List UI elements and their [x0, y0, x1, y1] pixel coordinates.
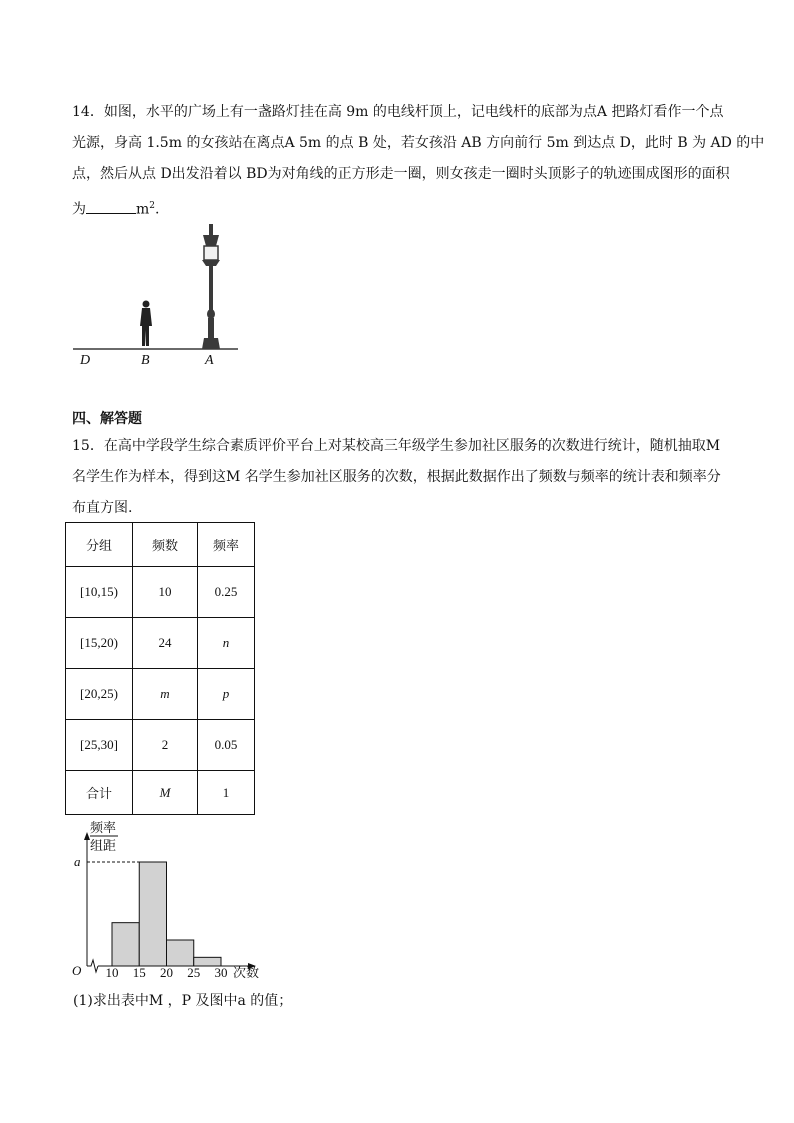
q14-unit-sup: 2: [149, 201, 156, 211]
x-label: 次数: [233, 966, 260, 981]
q15-line-3: 布直方图.: [72, 500, 133, 516]
x-tick-label: 15: [132, 965, 146, 980]
table-cell: 1: [198, 771, 255, 815]
histogram-bar: [112, 923, 139, 966]
table-cell: 合计: [66, 771, 133, 815]
x-tick-label: 20: [160, 965, 173, 980]
q14-line-1: 14．如图，水平的广场上有一盏路灯挂在高 9m 的电线杆顶上，记电线杆的底部为点A 把路灯看作一个点: [72, 104, 724, 120]
table-cell: p: [198, 669, 255, 720]
table-cell: [25,30]: [66, 720, 133, 771]
table-header: 频率: [198, 523, 255, 567]
table-cell: 2: [133, 720, 198, 771]
x-tick-label: 10: [105, 965, 119, 980]
q15-subquestion-1: (1)求出表中M ，P 及图中a 的值；: [73, 993, 293, 1009]
table-header: 频数: [133, 523, 198, 567]
table-cell: 24: [133, 618, 198, 669]
label-D: D: [80, 353, 91, 368]
label-A: A: [205, 353, 214, 368]
x-axis-break: [87, 960, 98, 972]
q14-unit: m: [136, 201, 150, 218]
y-label-top: 频率: [90, 821, 117, 836]
table-header: 分组: [66, 523, 133, 567]
x-tick-label: 30: [214, 965, 228, 980]
y-label-bottom: 组距: [90, 839, 117, 854]
origin-label: O: [72, 963, 82, 978]
y-marker-a: a: [74, 854, 81, 869]
table-cell: 10: [133, 567, 198, 618]
table-cell: M: [133, 771, 198, 815]
table-cell: [15,20): [66, 618, 133, 669]
x-tick-label: 25: [187, 965, 201, 980]
table-cell: m: [133, 669, 198, 720]
q15-line-2: 名学生作为样本，得到这M 名学生参加社区服务的次数，根据此数据作出了频数与频率的统计表和频率分: [72, 469, 721, 485]
table-cell: n: [198, 618, 255, 669]
section-title: 四、解答题: [72, 411, 142, 427]
q15-line-1: 15．在高中学段学生综合素质评价平台上对某校高三年级学生参加社区服务的次数进行统计，随机抽取M: [72, 438, 721, 454]
q14-line-3: 点，然后从点 D出发沿着以 BD为对角线的正方形走一圈，则女孩走一圈时头顶影子的轨迹围成图形的面积: [72, 166, 730, 182]
table-cell: [10,15): [66, 567, 133, 618]
q14-end: .: [155, 201, 160, 218]
histogram-bar: [139, 862, 166, 966]
table-cell: [20,25): [66, 669, 133, 720]
q14-line-2: 光源，身高 1.5m 的女孩站在离点A 5m 的点 B 处，若女孩沿 AB 方向前行 5m 到达点 D，此时 B 为 AD 的中: [72, 135, 765, 151]
histogram-bar: [167, 940, 194, 966]
table-cell: 0.05: [198, 720, 255, 771]
label-B: B: [141, 353, 150, 368]
q14-prefix: 为: [72, 201, 86, 218]
table-cell: 0.25: [198, 567, 255, 618]
